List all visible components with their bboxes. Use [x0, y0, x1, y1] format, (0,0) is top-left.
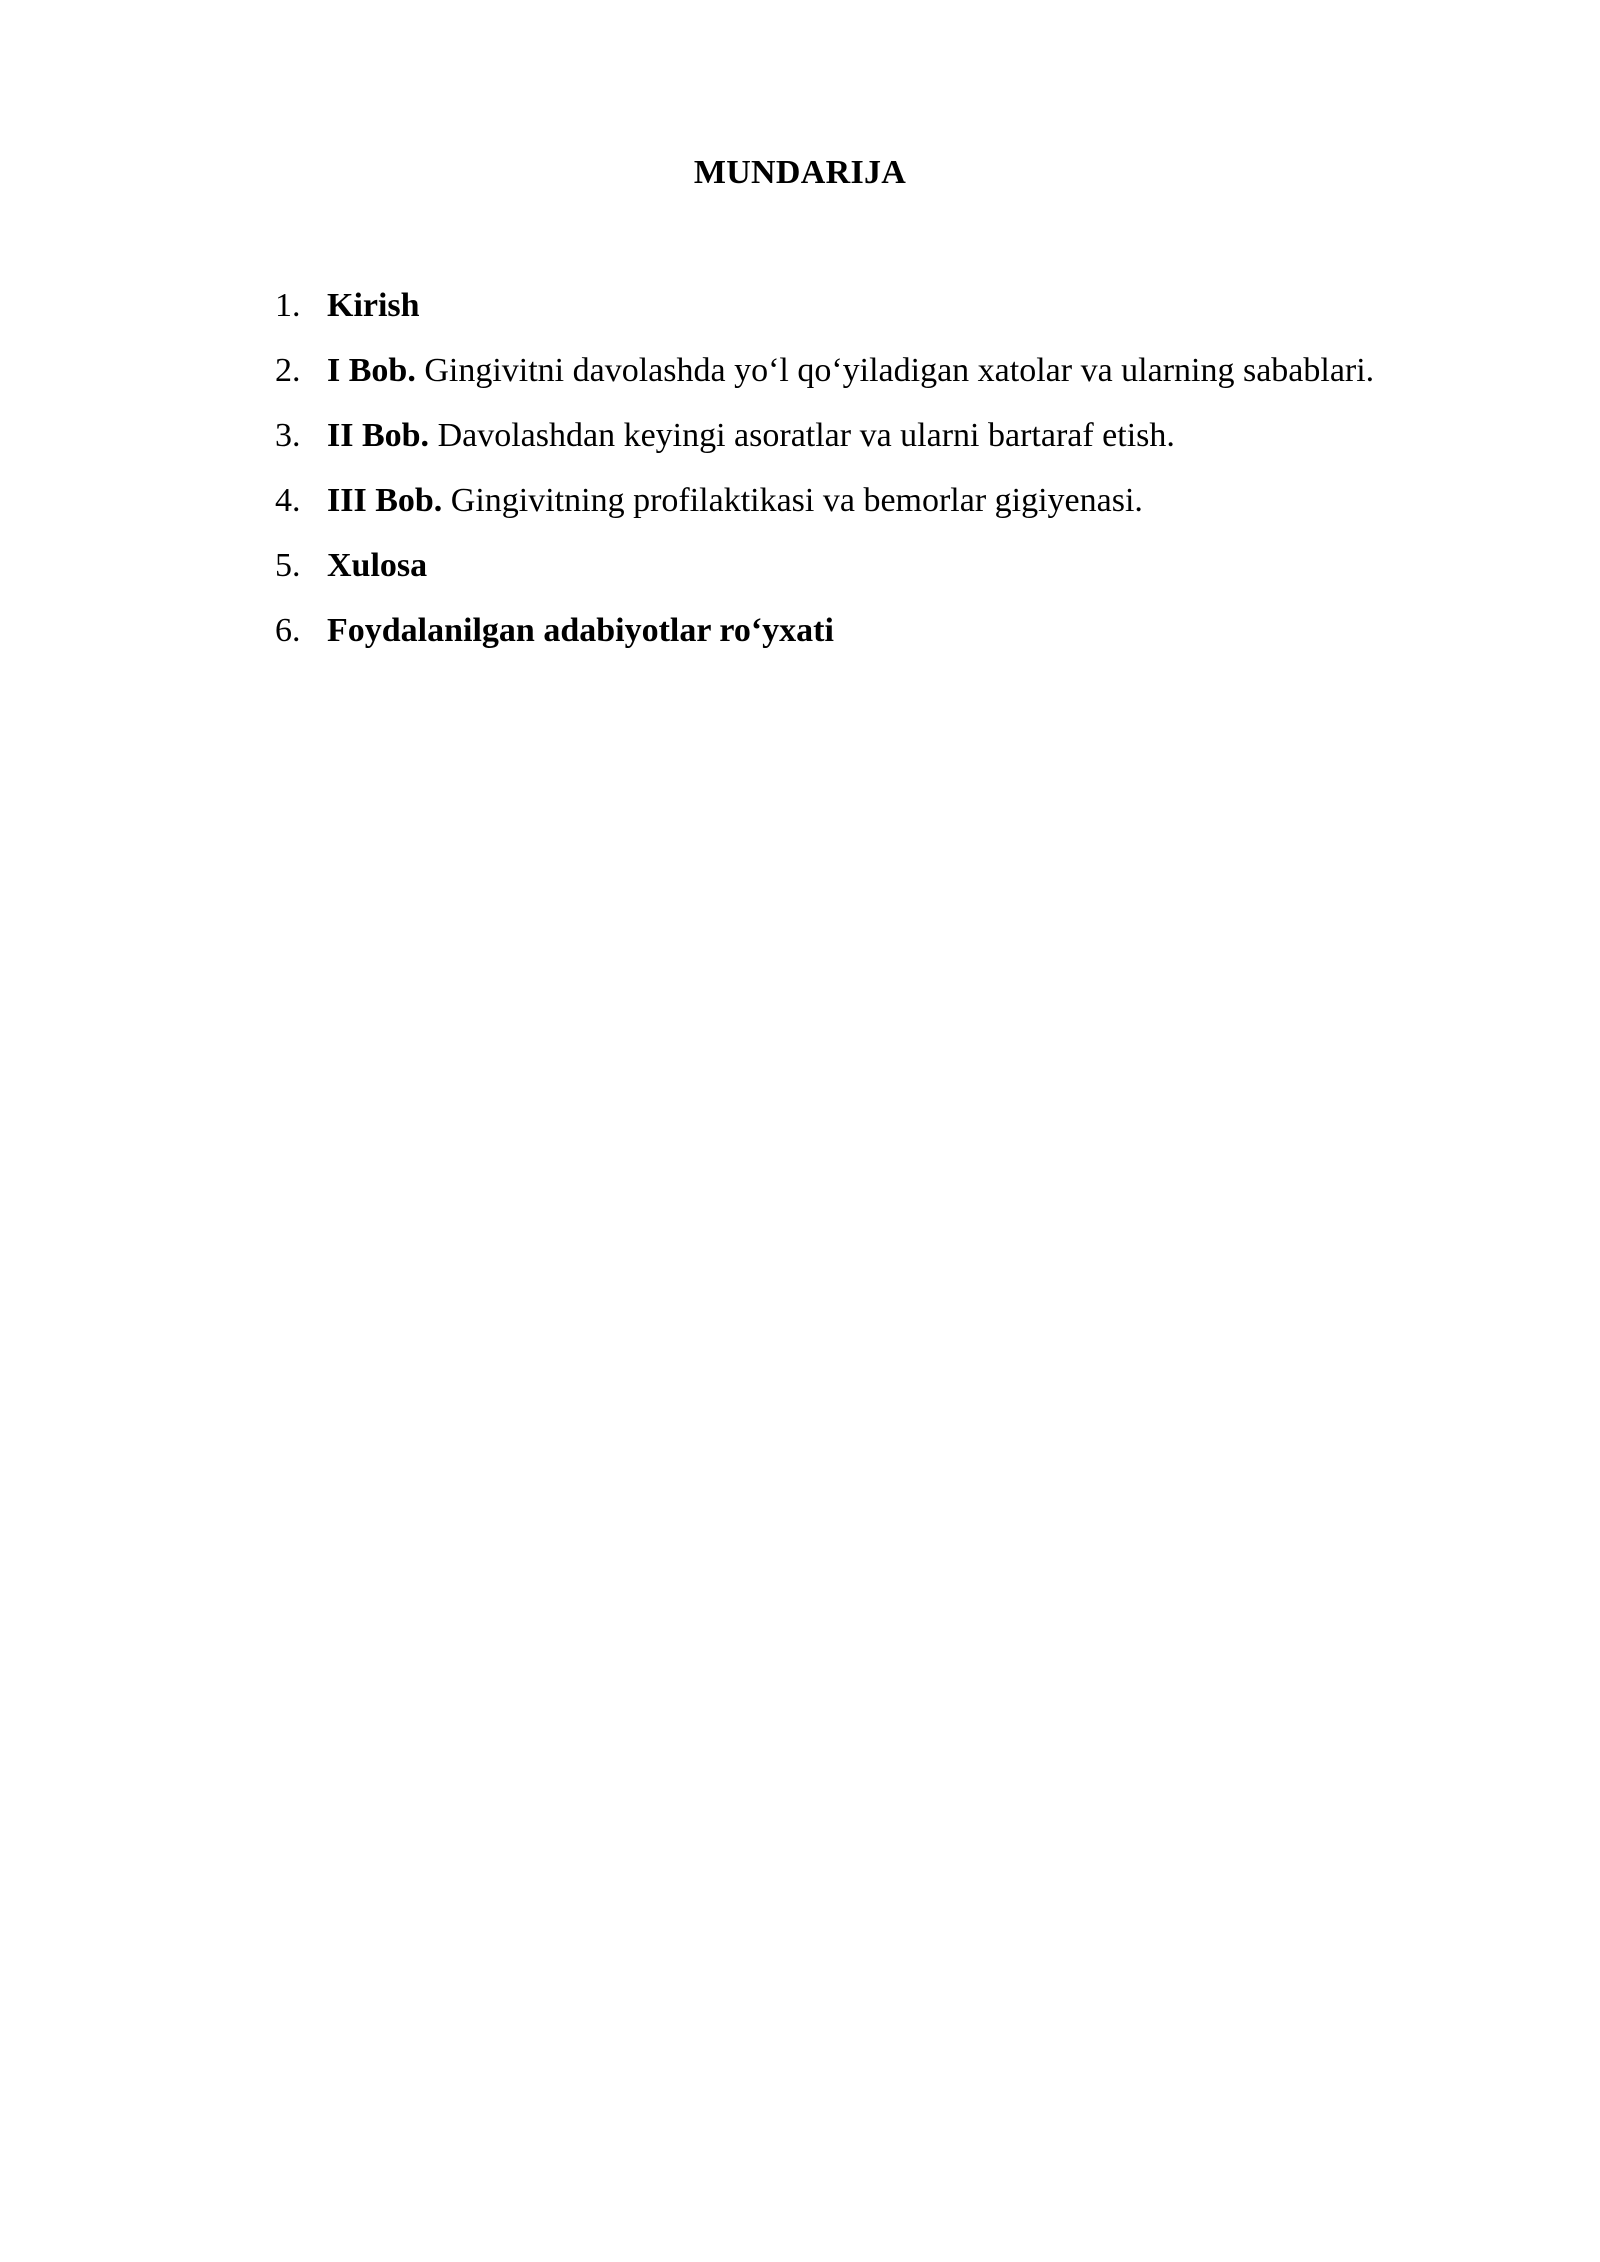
toc-item-heading: III Bob. — [327, 482, 443, 519]
toc-item — [275, 412, 1535, 477]
toc-item-heading: Xulosa — [327, 547, 428, 584]
toc-item-number: 4. — [275, 482, 301, 519]
toc-item-number: 2. — [275, 352, 301, 389]
toc-item — [275, 477, 1535, 542]
toc-item-number: 6. — [275, 612, 301, 649]
toc-item — [275, 607, 1535, 672]
toc-item-text: Gingivitning profilaktikasi va bemorlar gigiyenasi. — [442, 482, 1143, 519]
toc-item-heading: I Bob. — [327, 352, 416, 389]
toc-item-number: 3. — [275, 417, 301, 454]
toc-item-heading: II Bob. — [327, 417, 430, 454]
toc-item-number: 5. — [275, 547, 301, 584]
toc-item-text: Davolashdan keyingi asoratlar va ularni bartaraf etish. — [429, 417, 1175, 454]
table-of-contents — [275, 282, 1535, 672]
page-title: MUNDARIJA — [693, 154, 907, 191]
toc-item-number: 1. — [275, 287, 301, 324]
toc-item — [275, 347, 1535, 412]
toc-item-heading: Kirish — [327, 287, 420, 324]
toc-item-heading: Foydalanilgan adabiyotlar ro‘yxati — [327, 612, 834, 649]
toc-item-text: Gingivitni davolashda yo‘l qo‘yiladigan xatolar va ularning sabablari. — [415, 352, 1375, 389]
toc-item — [275, 282, 1535, 347]
toc-item — [275, 542, 1535, 607]
